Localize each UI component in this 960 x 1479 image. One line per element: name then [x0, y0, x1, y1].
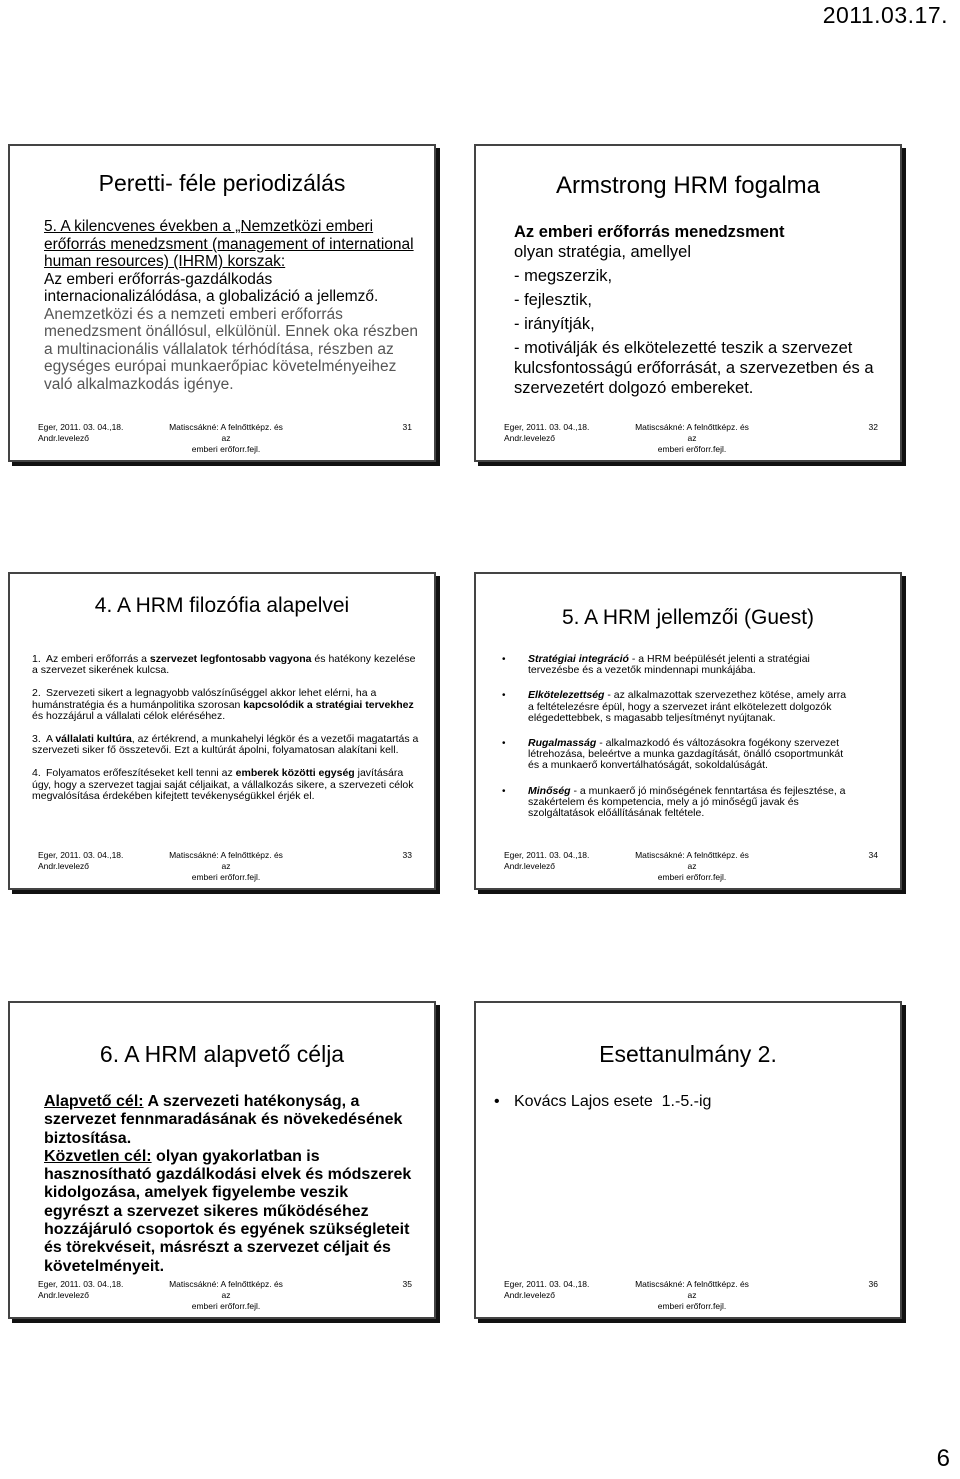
principle-item: 1. Az emberi erőforrás a szervezet legfontosabb vagyona és hatékony kezelése a szervezet sikerének kulcsa. [32, 653, 416, 677]
slide-body [44, 218, 424, 393]
slide-footer: Eger, 2011. 03. 04.,18. Andr.levelező Matiscsákné: A felnőttképz. és az emberi erőforr.fejl. 31 [38, 422, 412, 454]
slide-36 [474, 1001, 902, 1319]
trait-item: • Elkötelezettség - az alkalmazottak szervezethez kötése, amely arra a feltételezésre épül, hogy a szervezet iránt elkötelezett dolgozók elégedettebbek, s magasabb teljesítményt nyújtanak. [502, 689, 847, 724]
slide-number: 31 [402, 422, 412, 432]
line: - irányítják, [514, 315, 595, 333]
slide-footer: Eger, 2011. 03. 04.,18. Andr.levelező Matiscsákné: A felnőttképz. és az emberi erőforr.fejl. 34 [504, 850, 878, 882]
principle-item: 3. A vállalati kultúra, az értékrend, a munkahelyi légkör és a vezetői magatartás a szervezeti siker fő összetevői. Ezt a kultúrát ápolni, folyamatosan alakítani kell. [32, 733, 419, 757]
slide-35 [8, 1001, 436, 1319]
slide-title: 4. A HRM filozófia alapelvei [94, 594, 350, 617]
document-date: 2011.03.17. [822, 2, 948, 28]
slide-33 [8, 572, 436, 890]
paragraph-reason: Ennek oka részben a multinacionális vállalatok térhódítása, részben az egységes európai munkaerőpiac követelményeihez való alkalmazkodás igénye. [44, 323, 418, 393]
period-heading: 5. A kilencvenes években a „Nemzetközi emberi erőforrás menedzsment (management of international human resources) (IHRM) korszak: [44, 218, 414, 270]
slide-number: 34 [868, 850, 878, 860]
slide-body [44, 1093, 414, 1276]
bullet-icon: • [502, 690, 506, 702]
paragraph-gray: Anemzetközi és a nemzeti emberi erőforrás menedzsment önállósul, elkülönül. [44, 305, 343, 340]
slide-footer: Eger, 2011. 03. 04.,18. Andr.levelező Matiscsákné: A felnőttképz. és az emberi erőforr.fejl. 35 [38, 1279, 412, 1311]
bullet-icon: • [502, 654, 506, 665]
line: - fejlesztik, [514, 291, 592, 309]
direct-goal: Közvetlen cél: olyan gyakorlatban is hasznosítható gazdálkodási elvek és módszerek kidolgozása, amelyek figyelembe veszik egyrészt a szervezet sikeres működéséhez hozzájáruló csoportok és egyének szükségleteit és törekvéseit, másrészt a szervezet céljait és követelményeit. [44, 1147, 412, 1275]
trait-item: • Stratégiai integráció - a HRM beépülését jelenti a stratégiai tervezésbe és a vezetők mindennapi munkájába. [502, 653, 810, 677]
bullet-icon: • [502, 785, 506, 797]
principle-item: 2. Szervezeti sikert a legnagyobb valószínűséggel akkor lehet elérni, ha a humánstratégia és a humánpolitika szorosan kapcsolódik a stratégiai tervekhez és hozzájárul a vállalati célok eléréséhez. [32, 687, 414, 722]
paragraph: Az emberi erőforrás-gazdálkodás internacionalizálódása, a globalizáció a jellemző. [44, 270, 379, 305]
slide-number: 33 [402, 850, 412, 860]
slide-body [502, 653, 854, 820]
page-number: 6 [936, 1445, 950, 1472]
line: olyan stratégia, amellyel [514, 243, 692, 261]
bullet-icon: • [494, 1093, 500, 1110]
principle-item: 4. Folyamatos erőfeszítéseket kell tenni az emberek közötti egység javítására úgy, hogy a szervezet tagjai saját céljaikat, a vállalkozás sikere, a szervezeti célok megvalósítása érdekében kifejtett tevékenységükkel érjék el. [32, 767, 414, 802]
slide-number: 32 [868, 422, 878, 432]
slide-footer: Eger, 2011. 03. 04.,18. Andr.levelező Matiscsákné: A felnőttképz. és az emberi erőforr.fejl. 32 [504, 422, 878, 454]
slide-32 [474, 144, 902, 462]
slide-footer: Eger, 2011. 03. 04.,18. Andr.levelező Matiscsákné: A felnőttképz. és az emberi erőforr.fejl. 33 [38, 850, 412, 882]
slide-title: Esettanulmány 2. [599, 1041, 777, 1067]
line: - megszerzik, [514, 267, 613, 285]
slide-34 [474, 572, 902, 890]
case-item: Kovács Lajos esete 1.-5.-ig [514, 1093, 712, 1110]
trait-item: • Minőség - a munkaerő jó minőségének fenntartása és fejlesztése, a szakértelem és kompetencia, mely a jó minőségű javak és szolgáltatások előállításának feltétele. [502, 784, 846, 820]
line: - motiválják és elkötelezetté teszik a szervezet kulcsfontosságú erőforrását, a szervezetben és a szervezetért dolgozó embereket. [514, 339, 874, 397]
bullet-icon: • [502, 738, 506, 750]
slide-number: 35 [402, 1279, 412, 1289]
trait-item: • Rugalmasság - alkalmazkodó és változásokra fogékony szervezet létrehozása, beleértve a munka gazdagítását, önálló csoportmunkát és a munkaerő konvertálhatóságát, sokoldalúságát. [502, 737, 844, 772]
slide-body [32, 654, 424, 802]
lead-line: Az emberi erőforrás menedzsment [514, 223, 785, 241]
slide-body [494, 1093, 874, 1111]
slide-31 [8, 144, 436, 462]
main-goal: Alapvető cél: A szervezeti hatékonyság, a szervezet fennmaradásának és növekedésének biztosítása. [44, 1093, 403, 1147]
slide-title: 6. A HRM alapvető célja [99, 1041, 345, 1067]
slide-footer: Eger, 2011. 03. 04.,18. Andr.levelező Matiscsákné: A felnőttképz. és az emberi erőforr.fejl. 36 [504, 1279, 878, 1311]
slide-title: Armstrong HRM fogalma [555, 172, 821, 199]
slide-title: 5. A HRM jellemzői (Guest) [561, 606, 815, 629]
slide-title: Peretti- féle periodizálás [98, 170, 346, 196]
slide-body [514, 222, 874, 398]
slide-number: 36 [868, 1279, 878, 1289]
